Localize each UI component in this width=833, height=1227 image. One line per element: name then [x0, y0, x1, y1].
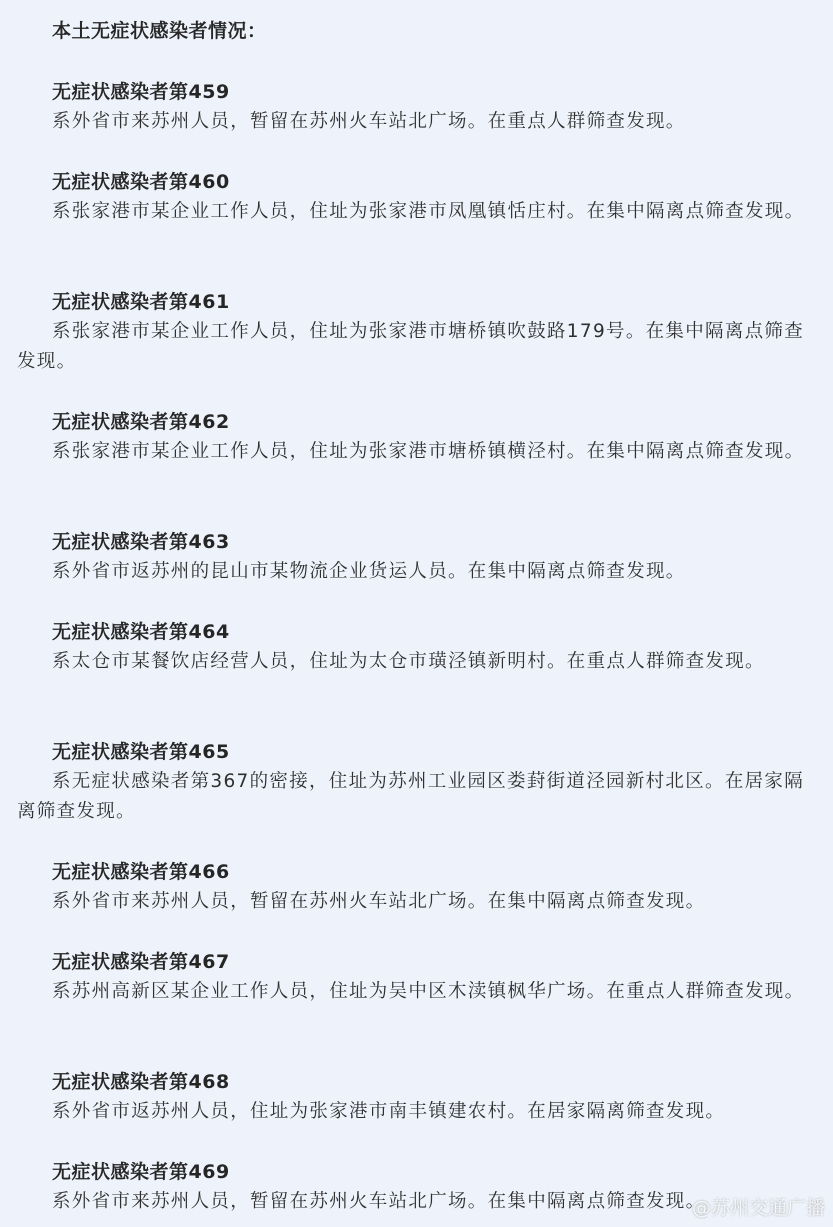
case-description: 系外省市来苏州人员，暂留在苏州火车站北广场。在集中隔离点筛查发现。 [52, 891, 706, 912]
case-description: 系张家港市某企业工作人员，住址为张家港市凤凰镇恬庄村。在集中隔离点筛查发现。 [52, 201, 805, 222]
case-description: 系太仓市某餐饮店经营人员，住址为太仓市璜泾镇新明村。在重点人群筛查发现。 [52, 651, 765, 672]
case-entry [0, 77, 833, 137]
case-title: 无症状感染者第465 [52, 741, 230, 763]
source-watermark: @苏州交通广播 [691, 1197, 825, 1219]
case-entry [0, 947, 833, 1007]
case-description: 系张家港市某企业工作人员，住址为张家港市塘桥镇横泾村。在集中隔离点筛查发现。 [52, 441, 805, 462]
case-entry [0, 527, 833, 587]
case-entry [0, 1067, 833, 1127]
section-heading: 本土无症状感染者情况： [52, 20, 267, 42]
case-title: 无症状感染者第467 [52, 951, 230, 973]
case-entry [0, 857, 833, 917]
case-title: 无症状感染者第469 [52, 1161, 230, 1183]
case-description: 系外省市返苏州人员，住址为张家港市南丰镇建农村。在居家隔离筛查发现。 [52, 1101, 726, 1122]
case-title: 无症状感染者第461 [52, 291, 230, 313]
case-entry [0, 287, 833, 377]
case-description: 系外省市来苏州人员，暂留在苏州火车站北广场。在集中隔离点筛查发现。 [52, 1191, 706, 1212]
case-entry [0, 407, 833, 467]
case-title: 无症状感染者第468 [52, 1071, 230, 1093]
case-description: 系无症状感染者第367的密接，住址为苏州工业园区娄葑街道泾园新村北区。在居家隔离筛查发现。 [17, 771, 805, 822]
case-description: 系外省市来苏州人员，暂留在苏州火车站北广场。在重点人群筛查发现。 [52, 111, 686, 132]
case-title: 无症状感染者第466 [52, 861, 230, 883]
case-entry [0, 737, 833, 827]
case-title: 无症状感染者第462 [52, 411, 230, 433]
case-title: 无症状感染者第463 [52, 531, 230, 553]
case-description: 系张家港市某企业工作人员，住址为张家港市塘桥镇吹鼓路179号。在集中隔离点筛查发现。 [17, 321, 805, 372]
case-title: 无症状感染者第460 [52, 171, 230, 193]
case-entry [0, 167, 833, 227]
case-description: 系苏州高新区某企业工作人员，住址为吴中区木渎镇枫华广场。在重点人群筛查发现。 [52, 981, 805, 1002]
case-description: 系外省市返苏州的昆山市某物流企业货运人员。在集中隔离点筛查发现。 [52, 561, 686, 582]
case-entry [0, 617, 833, 677]
case-title: 无症状感染者第459 [52, 81, 230, 103]
case-title: 无症状感染者第464 [52, 621, 230, 643]
